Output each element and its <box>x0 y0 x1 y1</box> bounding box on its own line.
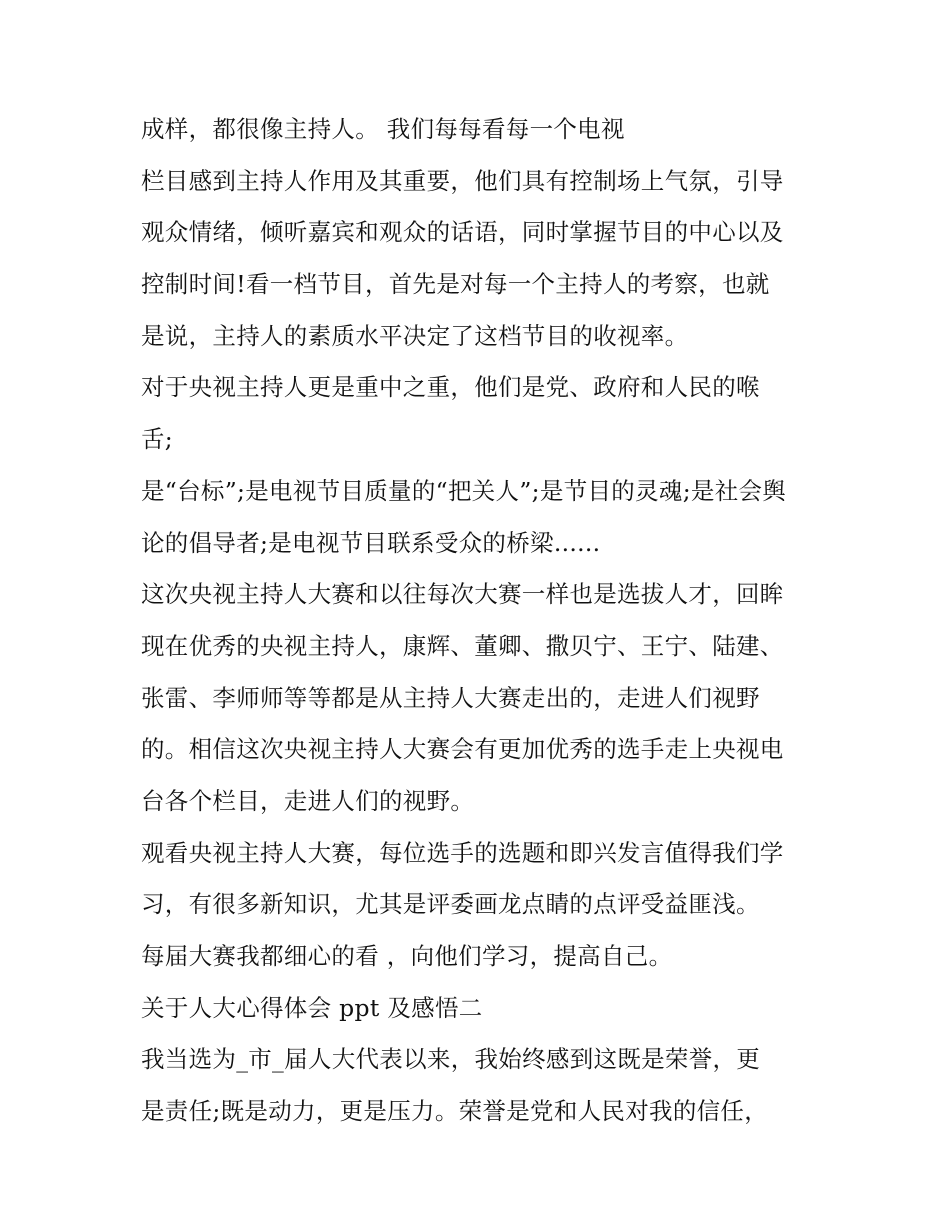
text-line: 张雷、李师师等等都是从主持人大赛走出的，走进人们视野 <box>141 683 760 712</box>
text-line: 栏目感到主持人作用及其重要，他们具有控制场上气氛，引导 <box>141 166 784 195</box>
document-body <box>141 108 821 1142</box>
text-line: 习，有很多新知识，尤其是评委画龙点睛的点评受益匪浅。 <box>141 890 760 919</box>
text-line: 控制时间!看一档节目，首先是对每一个主持人的考察，也就 <box>141 270 770 299</box>
text-line: 舌; <box>141 425 174 454</box>
text-line: 观众情绪，倾听嘉宾和观众的话语，同时掌握节目的中心以及 <box>141 218 784 247</box>
text-line: 现在优秀的央视主持人，康辉、董卿、撒贝宁、王宁、陆建、 <box>141 631 784 660</box>
text-line: 这次央视主持人大赛和以往每次大赛一样也是选拔人才，回眸 <box>141 580 784 609</box>
text-line: 论的倡导者;是电视节目联系受众的桥梁...... <box>141 528 601 557</box>
text-line: 成样，都很像主持人。 我们每每看每一个电视 <box>141 115 625 143</box>
text-line: 是说，主持人的素质水平决定了这档节目的收视率。 <box>141 321 689 350</box>
text-line: 观看央视主持人大赛，每位选手的选题和即兴发言值得我们学 <box>141 838 784 867</box>
text-line: 每届大赛我都细心的看 ，向他们学习，提高自己。 <box>141 942 673 970</box>
text-line: 是责任;既是动力，更是压力。荣誉是党和人民对我的信任， <box>141 1097 769 1126</box>
text-line: 是“台标”;是电视节目质量的“把关人”;是节目的灵魂;是社会舆 <box>141 476 787 505</box>
text-line: 台各个栏目，走进人们的视野。 <box>141 786 475 815</box>
text-line: 我当选为_市_届人大代表以来，我始终感到这既是荣誉，更 <box>141 1045 761 1074</box>
text-line: 对于央视主持人更是重中之重，他们是党、政府和人民的喉 <box>141 373 760 402</box>
text-line: 的。相信这次央视主持人大赛会有更加优秀的选手走上央视电 <box>141 735 784 764</box>
section-heading: 关于人大心得体会 ppt 及感悟二 <box>141 993 483 1022</box>
